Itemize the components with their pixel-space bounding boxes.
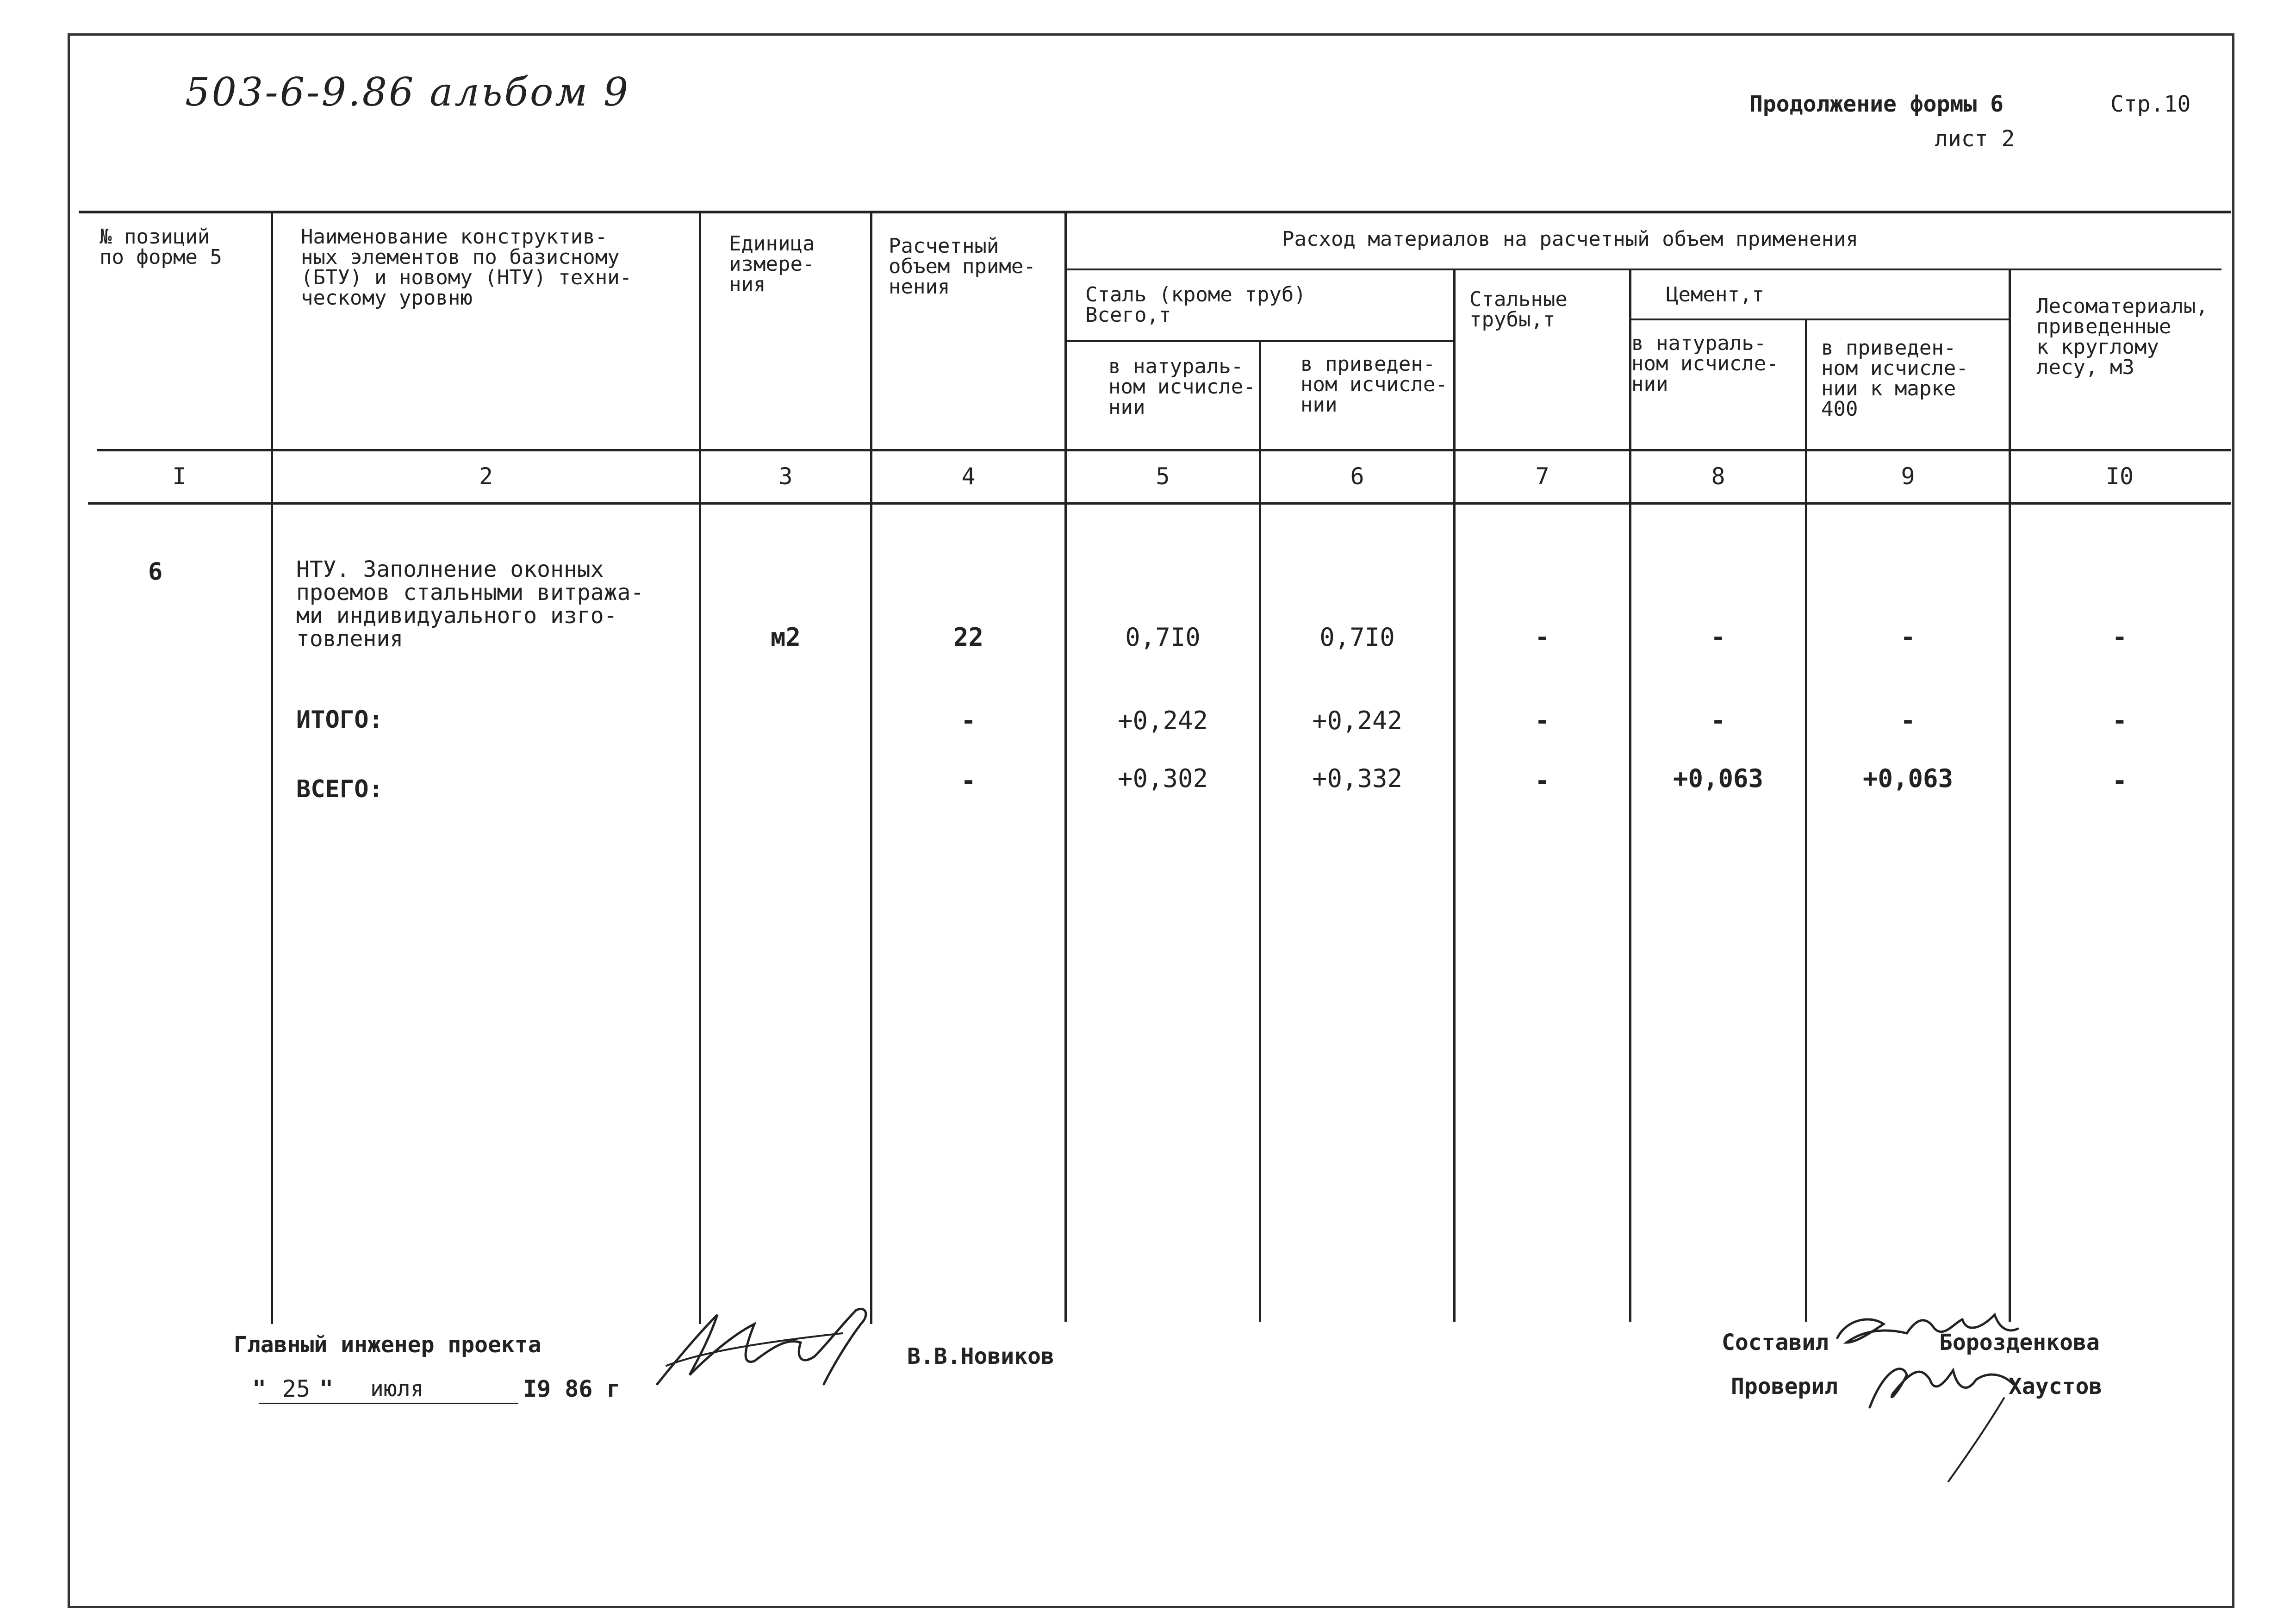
page-number: Стр.10 [2110,91,2191,117]
column-numbers-divider [88,502,2231,505]
row-cement-reduced: - [1900,706,1916,735]
continuation-label: Продолжение формы 6 [1749,91,2004,117]
table-top-border [79,211,2231,213]
checked-name: Хаустов [2009,1374,2103,1399]
row-cement-natural: +0,063 [1673,764,1764,793]
header-cement: Цемент,т [1666,283,1764,306]
document-cipher: 503-6-9.86 альбом 9 [185,69,630,115]
header-col5: в натураль- ном исчисле- нии [1108,355,1256,419]
col-divider-2 [699,211,701,1324]
row-steel-reduced: +0,242 [1312,706,1403,735]
header-col4: Расчетный объем приме- нения [889,234,1036,299]
chief-engineer-signature [648,1296,889,1393]
header-col1: № позиций по форме 5 [100,225,222,269]
row-cement-reduced: +0,063 [1862,764,1954,793]
sheet-label: лист 2 [1935,126,2015,152]
header-col3: Единица измере- ния [729,232,815,296]
header-steel: Сталь (кроме труб) Всего,т [1085,283,1306,327]
date-month: июля [370,1376,424,1402]
date-year: I9 86 г [523,1375,621,1402]
chief-engineer-label: Главный инженер проекта [234,1332,541,1358]
row-timber: - [2112,766,2128,795]
chief-engineer-name: В.В.Новиков [907,1343,1054,1369]
date-day: 25 [282,1375,311,1402]
checked-label: Проверил [1731,1374,1838,1399]
row-timber: - [2112,623,2128,652]
column-number: 8 [1711,463,1725,490]
row-volume: - [961,706,976,735]
row-volume: - [961,766,976,795]
row-steel-reduced: 0,7I0 [1319,623,1395,652]
column-number: I [172,463,187,490]
row-volume: 22 [953,623,984,652]
row-cement-natural: - [1711,623,1726,652]
header-group: Расход материалов на расчетный объем применения [1282,227,1859,251]
row-steel-natural: +0,242 [1117,706,1208,735]
header-col10: Лесоматериалы, приведенные к круглому лесу, м3 [2036,294,2208,379]
col-divider-1 [271,211,273,1324]
row-unit: м2 [770,623,801,652]
header-col9: в приведен- ном исчисле- нии к марке 400 [1821,336,1968,421]
column-number: 2 [479,463,493,490]
column-number: I0 [2105,463,2134,490]
column-number: 6 [1350,463,1364,490]
column-number: 7 [1535,463,1549,490]
group-header-divider [1064,269,2221,270]
column-number: 9 [1901,463,1915,490]
header-col7: Стальные трубы,т [1469,287,1568,331]
row-steel-pipes: - [1535,766,1550,795]
column-number: 3 [778,463,793,490]
column-number: 5 [1156,463,1170,490]
row-cement-reduced: - [1900,623,1916,652]
header-col2: Наименование конструктив- ных элементов по базисному (БТУ) и новому (НТУ) техни- ческому уровню [301,225,632,310]
compiled-label: Составил [1722,1330,1829,1355]
row-cement-natural: - [1711,706,1726,735]
header-col8: в натураль- ном исчисле- нии [1631,331,1779,396]
row-steel-pipes: - [1535,623,1550,652]
row-steel-pipes: - [1535,706,1550,735]
row-name: НТУ. Заполнение оконных проемов стальными витража- ми индивидуального изго- товления [296,556,644,652]
row-steel-reduced: +0,332 [1312,764,1403,793]
col-divider-7 [1629,269,1631,1322]
row-grand-total-label: ВСЕГО: [296,775,383,803]
date-underline [259,1403,518,1404]
row-timber: - [2112,706,2128,735]
header-bottom-divider [97,449,2231,451]
header-col6: в приведен- ном исчисле- нии [1300,352,1448,417]
compiled-name: Борозденкова [1939,1330,2100,1355]
date-quote-close: " [319,1375,334,1402]
column-number: 4 [961,463,976,490]
row-position: 6 [148,558,163,586]
row-steel-natural: 0,7I0 [1125,623,1201,652]
date-quote-open: " [252,1375,267,1402]
row-steel-natural: +0,302 [1117,764,1208,793]
cement-subheader-divider [1629,319,2009,320]
row-total-label: ИТОГО: [296,706,383,734]
checked-signature [1851,1343,2027,1491]
